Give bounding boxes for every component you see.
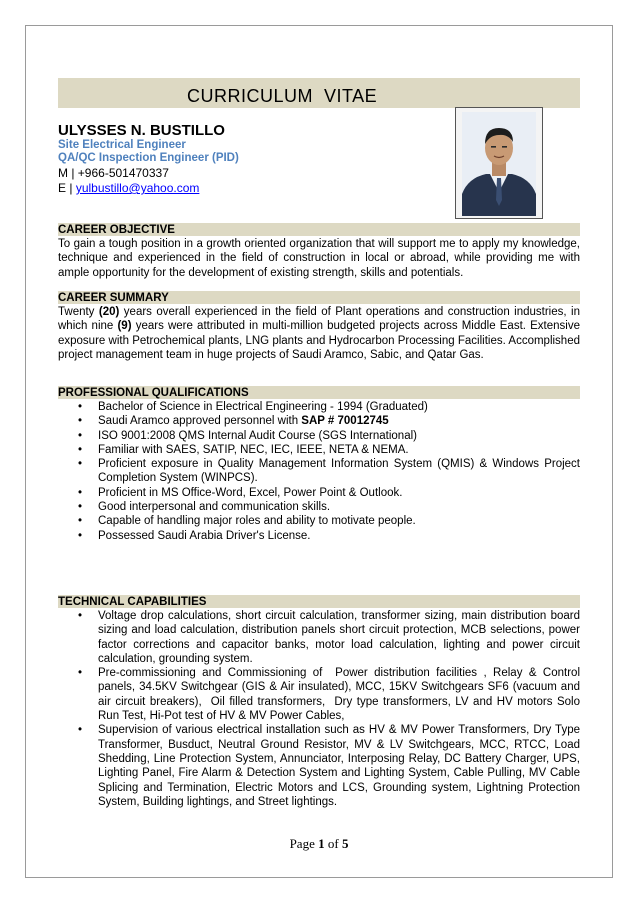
- candidate-name: ULYSSES N. BUSTILLO: [58, 122, 225, 139]
- list-item: • ISO 9001:2008 QMS Internal Audit Course (SGS International): [78, 429, 417, 442]
- list-item: • Bachelor of Science in Electrical Engineering - 1994 (Graduated): [78, 401, 428, 413]
- mobile-line: [58, 166, 169, 180]
- technical-heading: TECHNICAL CAPABILITIES: [58, 595, 580, 608]
- technical-list: [58, 609, 587, 809]
- page-number: 1: [318, 836, 325, 851]
- of-word: of: [324, 836, 342, 851]
- list-item: • Familiar with SAES, SATIP, NEC, IEC, IEEE, NETA & NEMA.: [78, 443, 409, 456]
- document-title: CURRICULUM VITAE: [187, 86, 378, 106]
- page-footer: [0, 836, 638, 852]
- email-line: [58, 181, 199, 195]
- qualifications-heading: PROFESSIONAL QUALIFICATIONS: [58, 386, 580, 399]
- list-item: • Pre-commissioning and Commissioning of Power distribution facilities , Relay & Control panels, 34.5KV Switchgear (GIS & Air insulated), MCC, 15KV Switchgears SF6 (vacuum and air circuit breakers), Oil filled transformers, Dry type transformers, LV and HV motors Solo Run Test, Hi-Pot test of HV & MV Power Cables,: [78, 667, 584, 723]
- list-item: • Proficient exposure in Quality Management Information System (QMIS) & Windows Project Completion System (WINPCS).: [78, 458, 580, 485]
- page-total: 5: [341, 836, 349, 851]
- person-photo-icon: [456, 108, 542, 218]
- list-item: • Good interpersonal and communication skills.: [78, 501, 331, 514]
- summary-years-me: (9): [117, 320, 132, 333]
- career-objective-heading: CAREER OBJECTIVE: [58, 223, 580, 236]
- list-item: • Capable of handling major roles and ability to motivate people.: [78, 515, 416, 528]
- email-label: E |: [58, 181, 73, 195]
- list-item: • Voltage drop calculations, short circuit calculation, transformer sizing, main distribution board sizing and load calculation, distribution panels short circuit protection, MCB selections, power factor corrections and capacitor banks, motor load calculation, lighting and power circuit calculation, grounding system.: [78, 610, 580, 665]
- career-summary-text: [58, 305, 584, 362]
- qualifications-list: [58, 400, 580, 543]
- career-summary-heading: CAREER SUMMARY: [58, 291, 580, 304]
- email-link[interactable]: yulbustillo@yahoo.com: [75, 181, 200, 195]
- summary-years-total: (20): [98, 306, 120, 318]
- mobile-number: +966-501470337: [74, 166, 169, 180]
- summary-part-3: years were attributed in multi-million budgeted projects across Middle East. Extensive exposure with Petrochemical plants, LNG plants and Hydrocarbon Processing Facilities. Accomplished project management team in huge projects of Saudi Aramco, Sabic, and Qatar Gas.: [58, 320, 584, 361]
- summary-part-2: years overall experienced in the field of Plant operations and construction industries, in which nine: [58, 306, 584, 333]
- list-item: • Proficient in MS Office-Word, Excel, Power Point & Outlook.: [78, 486, 403, 499]
- sap-number: SAP # 70012745: [301, 415, 389, 428]
- page-word: Page: [289, 836, 319, 851]
- list-item: • Saudi Aramco approved personnel with SAP # 70012745: [78, 415, 389, 428]
- summary-part-1: Twenty: [58, 306, 99, 318]
- role-primary: Site Electrical Engineer: [58, 139, 186, 151]
- list-item: • Supervision of various electrical installation such as HV & MV Power Transformers, Dry Type Transformer, Busduct, Neutral Ground Resistor, MV & LV Switchgears, MCC, RTCC, Load Shedding, Line Protection System, Annunciator, Interposing Relay, DC Battery Charger, UPS, Lighting Panel, Fire Alarm & Detection System and Lighting System, Cable Pulling, MV Cable Splicing and Termination, Electric Motors and LCS, Grounding system, Lightning Protection System, Building lightings, and Street lightings.: [78, 724, 587, 808]
- list-item: • Possessed Saudi Arabia Driver's License.: [78, 529, 311, 542]
- profile-photo: [455, 107, 543, 219]
- mobile-label: M |: [58, 166, 75, 180]
- career-objective-text: To gain a tough position in a growth oriented organization that will support me to apply my knowledge, technique and experienced in the field of construction in local or abroad, while providing me with ample opportunity for the development of existing strength, skills and potentials.: [58, 238, 580, 279]
- role-secondary: QA/QC Inspection Engineer (PID): [58, 152, 239, 164]
